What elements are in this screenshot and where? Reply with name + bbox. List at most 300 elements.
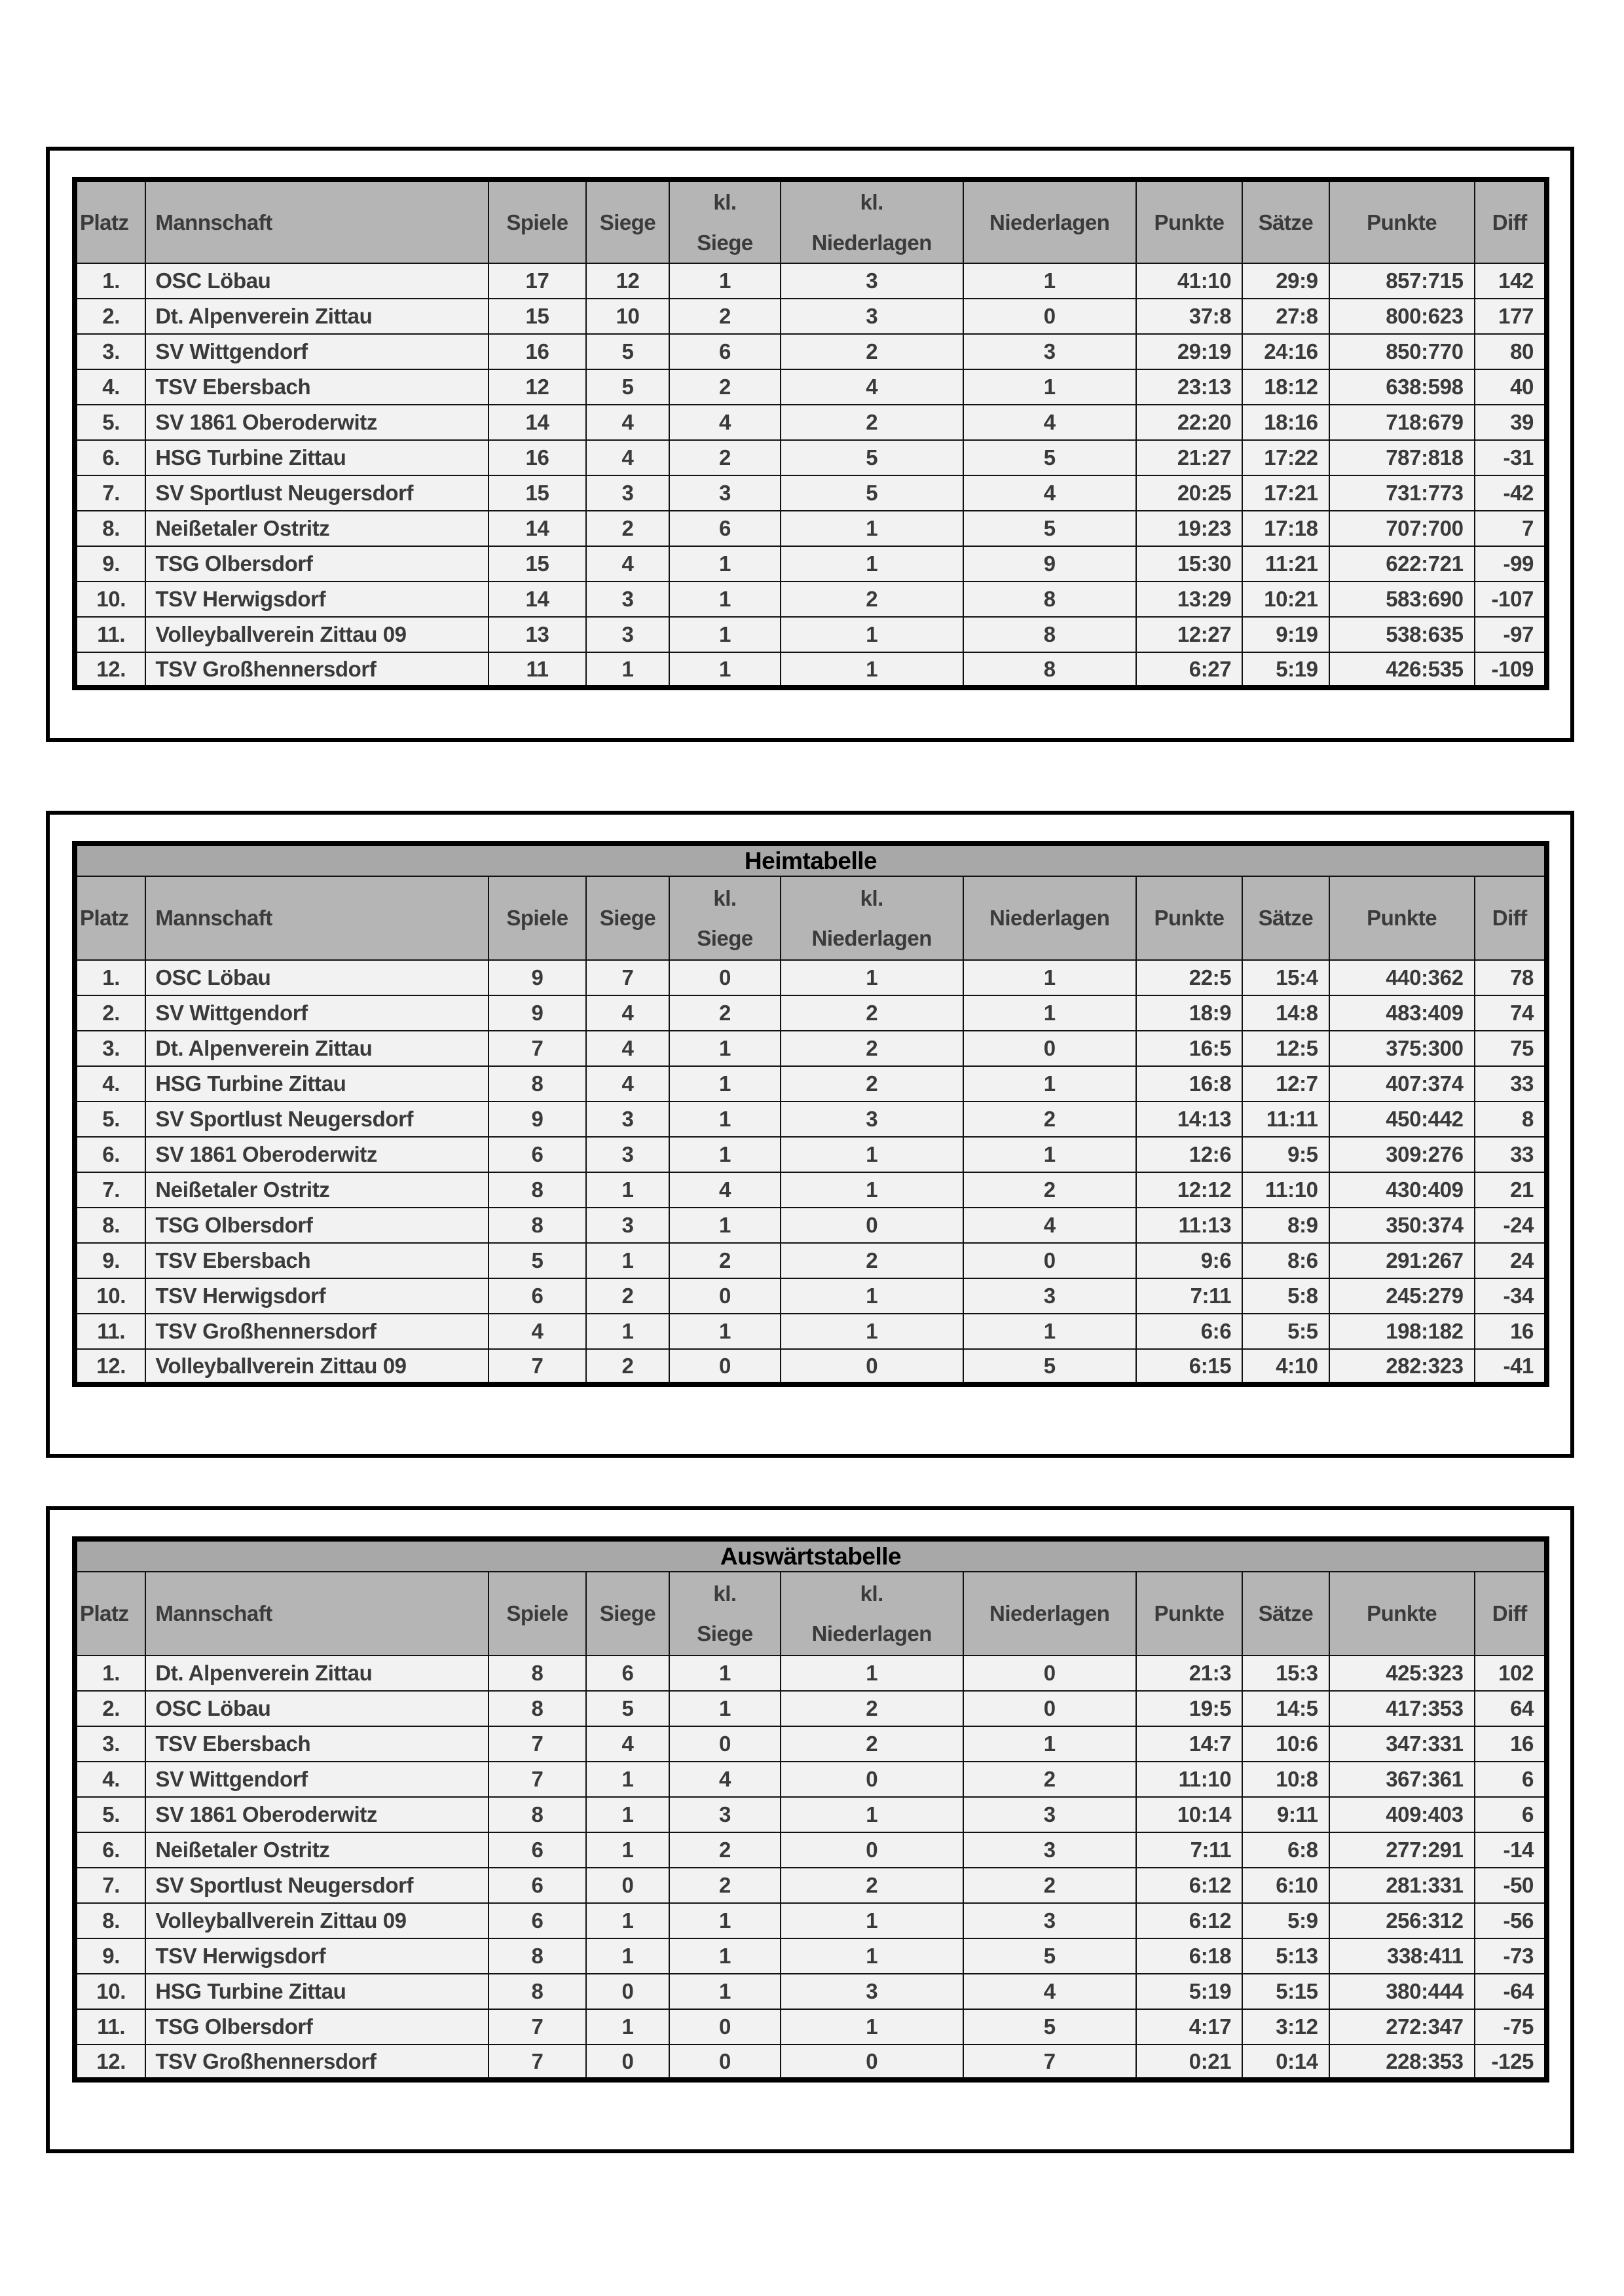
cell-niederlagen: 5 — [963, 1938, 1136, 1974]
table-row — [75, 1832, 1547, 1868]
cell-platz: 2. — [75, 995, 145, 1031]
cell-platz: 12. — [75, 652, 145, 688]
cell-mannschaft: OSC Löbau — [145, 263, 489, 299]
cell-kl_siege: 4 — [669, 1172, 781, 1208]
cell-saetze: 10:6 — [1242, 1726, 1329, 1762]
cell-kl_niederlagen: 0 — [781, 1832, 963, 1868]
column-header-label: Platz — [80, 210, 129, 234]
column-header-siege — [586, 1572, 669, 1656]
cell-punkte2: 256:312 — [1329, 1903, 1475, 1938]
cell-niederlagen: 0 — [963, 1243, 1136, 1278]
cell-spiele: 8 — [489, 1066, 586, 1102]
column-header-label: Siege — [697, 230, 753, 255]
cell-mannschaft: Volleyballverein Zittau 09 — [145, 1349, 489, 1384]
cell-diff: -73 — [1475, 1938, 1547, 1974]
cell-platz: 9. — [75, 1938, 145, 1974]
cell-kl_siege: 2 — [669, 369, 781, 405]
column-header-spiele — [489, 1572, 586, 1656]
cell-mannschaft: SV 1861 Oberoderwitz — [145, 1797, 489, 1832]
column-header-label: Punkte — [1154, 210, 1225, 234]
cell-platz: 1. — [75, 1656, 145, 1691]
cell-platz: 6. — [75, 1832, 145, 1868]
cell-punkte: 18:9 — [1136, 995, 1243, 1031]
table-row — [75, 405, 1547, 440]
column-header-saetze — [1242, 876, 1329, 960]
table-row — [75, 995, 1547, 1031]
cell-kl_siege: 2 — [669, 299, 781, 334]
cell-platz: 9. — [75, 1243, 145, 1278]
cell-punkte: 6:12 — [1136, 1903, 1243, 1938]
column-header-spiele — [489, 179, 586, 263]
cell-siege: 4 — [586, 1066, 669, 1102]
table-row — [75, 1066, 1547, 1102]
cell-niederlagen: 8 — [963, 617, 1136, 652]
cell-punkte2: 380:444 — [1329, 1974, 1475, 2009]
column-header-niederlagen — [963, 876, 1136, 960]
cell-kl_siege: 1 — [669, 652, 781, 688]
cell-punkte: 6:12 — [1136, 1868, 1243, 1903]
cell-mannschaft: TSV Ebersbach — [145, 1726, 489, 1762]
cell-punkte: 10:14 — [1136, 1797, 1243, 1832]
table-row — [75, 1726, 1547, 1762]
cell-niederlagen: 5 — [963, 2009, 1136, 2045]
home-standings-table — [72, 841, 1549, 1387]
cell-kl_siege: 1 — [669, 1208, 781, 1243]
cell-siege: 4 — [586, 995, 669, 1031]
cell-siege: 6 — [586, 1656, 669, 1691]
cell-punkte: 41:10 — [1136, 263, 1243, 299]
cell-siege: 1 — [586, 1762, 669, 1797]
cell-kl_siege: 1 — [669, 1691, 781, 1726]
table-row — [75, 1974, 1547, 2009]
cell-punkte: 21:27 — [1136, 440, 1243, 475]
cell-platz: 8. — [75, 1208, 145, 1243]
cell-kl_niederlagen: 1 — [781, 1137, 963, 1172]
table-row — [75, 1172, 1547, 1208]
cell-platz: 4. — [75, 1762, 145, 1797]
cell-siege: 3 — [586, 582, 669, 617]
cell-kl_siege: 0 — [669, 1278, 781, 1314]
cell-mannschaft: SV Sportlust Neugersdorf — [145, 1868, 489, 1903]
column-header-label: Spiele — [506, 906, 568, 930]
cell-kl_niederlagen: 1 — [781, 1938, 963, 1974]
cell-punkte: 9:6 — [1136, 1243, 1243, 1278]
cell-punkte2: 309:276 — [1329, 1137, 1475, 1172]
table-row — [75, 369, 1547, 405]
table-row — [75, 1868, 1547, 1903]
cell-diff: -75 — [1475, 2009, 1547, 2045]
cell-kl_siege: 0 — [669, 1726, 781, 1762]
cell-punkte2: 800:623 — [1329, 299, 1475, 334]
cell-saetze: 11:10 — [1242, 1172, 1329, 1208]
cell-mannschaft: SV 1861 Oberoderwitz — [145, 1137, 489, 1172]
cell-siege: 3 — [586, 475, 669, 511]
cell-kl_niederlagen: 3 — [781, 263, 963, 299]
column-header-label: Platz — [80, 906, 129, 930]
table-row — [75, 440, 1547, 475]
cell-siege: 3 — [586, 1102, 669, 1137]
cell-kl_siege: 1 — [669, 582, 781, 617]
cell-diff: 21 — [1475, 1172, 1547, 1208]
cell-spiele: 7 — [489, 1762, 586, 1797]
cell-saetze: 9:5 — [1242, 1137, 1329, 1172]
cell-siege: 4 — [586, 405, 669, 440]
column-header-label: Niederlagen — [989, 1601, 1110, 1625]
cell-mannschaft: Neißetaler Ostritz — [145, 1172, 489, 1208]
cell-spiele: 4 — [489, 1314, 586, 1349]
cell-niederlagen: 3 — [963, 1832, 1136, 1868]
cell-niederlagen: 7 — [963, 2045, 1136, 2080]
cell-punkte: 13:29 — [1136, 582, 1243, 617]
cell-spiele: 14 — [489, 405, 586, 440]
cell-siege: 0 — [586, 2045, 669, 2080]
cell-kl_niederlagen: 0 — [781, 1349, 963, 1384]
cell-spiele: 7 — [489, 1031, 586, 1066]
cell-saetze: 0:14 — [1242, 2045, 1329, 2080]
cell-punkte2: 850:770 — [1329, 334, 1475, 369]
cell-spiele: 8 — [489, 1172, 586, 1208]
cell-niederlagen: 3 — [963, 1278, 1136, 1314]
cell-kl_siege: 1 — [669, 1938, 781, 1974]
cell-kl_siege: 2 — [669, 1832, 781, 1868]
table-row — [75, 2009, 1547, 2045]
cell-diff: 64 — [1475, 1691, 1547, 1726]
cell-diff: -97 — [1475, 617, 1547, 652]
cell-niederlagen: 1 — [963, 995, 1136, 1031]
cell-siege: 2 — [586, 1278, 669, 1314]
cell-kl_siege: 4 — [669, 405, 781, 440]
column-header-platz — [75, 1572, 145, 1656]
cell-mannschaft: TSG Olbersdorf — [145, 2009, 489, 2045]
table-row — [75, 2045, 1547, 2080]
cell-saetze: 17:22 — [1242, 440, 1329, 475]
cell-punkte2: 228:353 — [1329, 2045, 1475, 2080]
table-title: Heimtabelle — [75, 843, 1547, 876]
cell-diff: 7 — [1475, 511, 1547, 546]
column-header-label: Siege — [697, 1621, 753, 1646]
cell-mannschaft: Neißetaler Ostritz — [145, 511, 489, 546]
cell-mannschaft: Dt. Alpenverein Zittau — [145, 299, 489, 334]
column-header-label: Mannschaft — [155, 210, 272, 234]
cell-punkte2: 245:279 — [1329, 1278, 1475, 1314]
cell-platz: 9. — [75, 546, 145, 582]
cell-siege: 1 — [586, 652, 669, 688]
cell-punkte2: 282:323 — [1329, 1349, 1475, 1384]
column-header-label: Punkte — [1154, 906, 1225, 930]
cell-punkte: 4:17 — [1136, 2009, 1243, 2045]
column-header-label: Siege — [599, 906, 656, 930]
cell-spiele: 17 — [489, 263, 586, 299]
cell-punkte: 23:13 — [1136, 369, 1243, 405]
cell-kl_siege: 3 — [669, 1797, 781, 1832]
cell-punkte: 5:19 — [1136, 1974, 1243, 2009]
cell-saetze: 24:16 — [1242, 334, 1329, 369]
cell-niederlagen: 0 — [963, 1656, 1136, 1691]
cell-siege: 5 — [586, 369, 669, 405]
cell-punkte: 12:12 — [1136, 1172, 1243, 1208]
table-row — [75, 1691, 1547, 1726]
column-header-label: Punkte — [1367, 906, 1437, 930]
cell-saetze: 8:9 — [1242, 1208, 1329, 1243]
table-title-row — [75, 843, 1547, 876]
cell-saetze: 17:21 — [1242, 475, 1329, 511]
column-header-diff — [1475, 179, 1547, 263]
cell-niederlagen: 3 — [963, 1903, 1136, 1938]
cell-spiele: 8 — [489, 1691, 586, 1726]
table-row — [75, 1938, 1547, 1974]
cell-saetze: 8:6 — [1242, 1243, 1329, 1278]
cell-spiele: 6 — [489, 1278, 586, 1314]
column-header-kl_niederlagen — [781, 1572, 963, 1656]
cell-diff: 33 — [1475, 1066, 1547, 1102]
cell-saetze: 5:5 — [1242, 1314, 1329, 1349]
column-header-label: kl. — [713, 190, 737, 215]
cell-mannschaft: Volleyballverein Zittau 09 — [145, 617, 489, 652]
cell-mannschaft: SV Sportlust Neugersdorf — [145, 1102, 489, 1137]
away-standings-table — [72, 1536, 1549, 2083]
cell-niederlagen: 8 — [963, 582, 1136, 617]
cell-mannschaft: TSV Ebersbach — [145, 369, 489, 405]
cell-niederlagen: 9 — [963, 546, 1136, 582]
cell-kl_siege: 4 — [669, 1762, 781, 1797]
column-header-kl_niederlagen — [781, 179, 963, 263]
cell-saetze: 5:8 — [1242, 1278, 1329, 1314]
cell-punkte: 6:27 — [1136, 652, 1243, 688]
column-header-platz — [75, 179, 145, 263]
table-row — [75, 1031, 1547, 1066]
column-header-diff — [1475, 876, 1547, 960]
cell-siege: 2 — [586, 1349, 669, 1384]
cell-diff: 39 — [1475, 405, 1547, 440]
table-title: Auswärtstabelle — [75, 1539, 1547, 1572]
cell-siege: 10 — [586, 299, 669, 334]
column-header-label: Spiele — [506, 1601, 568, 1625]
cell-diff: -109 — [1475, 652, 1547, 688]
cell-mannschaft: TSV Herwigsdorf — [145, 1278, 489, 1314]
cell-siege: 1 — [586, 1797, 669, 1832]
cell-platz: 1. — [75, 960, 145, 995]
column-header-punkte2 — [1329, 876, 1475, 960]
cell-kl_niederlagen: 1 — [781, 652, 963, 688]
cell-mannschaft: SV 1861 Oberoderwitz — [145, 405, 489, 440]
cell-niederlagen: 2 — [963, 1868, 1136, 1903]
cell-kl_niederlagen: 1 — [781, 1797, 963, 1832]
table-row — [75, 546, 1547, 582]
column-header-label: Diff — [1492, 1601, 1527, 1625]
cell-siege: 1 — [586, 2009, 669, 2045]
cell-diff: 24 — [1475, 1243, 1547, 1278]
cell-kl_siege: 0 — [669, 1349, 781, 1384]
column-header-label: Niederlagen — [811, 1621, 932, 1646]
table-row — [75, 475, 1547, 511]
column-header-label: Diff — [1492, 906, 1527, 930]
table-row — [75, 1656, 1547, 1691]
cell-kl_siege: 3 — [669, 475, 781, 511]
cell-mannschaft: TSV Großhennersdorf — [145, 1314, 489, 1349]
cell-diff: -14 — [1475, 1832, 1547, 1868]
cell-spiele: 15 — [489, 475, 586, 511]
cell-saetze: 3:12 — [1242, 2009, 1329, 2045]
cell-punkte: 14:13 — [1136, 1102, 1243, 1137]
cell-niederlagen: 4 — [963, 405, 1136, 440]
cell-spiele: 15 — [489, 299, 586, 334]
cell-diff: 75 — [1475, 1031, 1547, 1066]
cell-diff: 142 — [1475, 263, 1547, 299]
cell-punkte2: 450:442 — [1329, 1102, 1475, 1137]
cell-platz: 5. — [75, 1102, 145, 1137]
cell-punkte: 22:20 — [1136, 405, 1243, 440]
cell-kl_niederlagen: 5 — [781, 440, 963, 475]
cell-kl_niederlagen: 2 — [781, 1243, 963, 1278]
cell-punkte: 12:27 — [1136, 617, 1243, 652]
column-header-niederlagen — [963, 179, 1136, 263]
cell-saetze: 10:21 — [1242, 582, 1329, 617]
cell-platz: 10. — [75, 582, 145, 617]
cell-platz: 5. — [75, 405, 145, 440]
cell-punkte: 7:11 — [1136, 1278, 1243, 1314]
cell-punkte: 11:13 — [1136, 1208, 1243, 1243]
cell-saetze: 5:15 — [1242, 1974, 1329, 2009]
cell-platz: 11. — [75, 617, 145, 652]
cell-niederlagen: 4 — [963, 1208, 1136, 1243]
cell-saetze: 12:7 — [1242, 1066, 1329, 1102]
cell-punkte2: 638:598 — [1329, 369, 1475, 405]
cell-kl_siege: 1 — [669, 1066, 781, 1102]
cell-saetze: 10:8 — [1242, 1762, 1329, 1797]
cell-punkte: 14:7 — [1136, 1726, 1243, 1762]
cell-spiele: 8 — [489, 1938, 586, 1974]
cell-siege: 1 — [586, 1903, 669, 1938]
cell-punkte2: 622:721 — [1329, 546, 1475, 582]
cell-punkte: 29:19 — [1136, 334, 1243, 369]
cell-platz: 2. — [75, 299, 145, 334]
cell-punkte: 16:8 — [1136, 1066, 1243, 1102]
cell-kl_niederlagen: 1 — [781, 960, 963, 995]
cell-platz: 11. — [75, 2009, 145, 2045]
cell-spiele: 9 — [489, 960, 586, 995]
cell-niederlagen: 0 — [963, 1691, 1136, 1726]
cell-kl_siege: 2 — [669, 995, 781, 1031]
table-row — [75, 1208, 1547, 1243]
cell-saetze: 15:3 — [1242, 1656, 1329, 1691]
cell-mannschaft: HSG Turbine Zittau — [145, 440, 489, 475]
column-header-label: Mannschaft — [155, 906, 272, 930]
cell-spiele: 8 — [489, 1974, 586, 2009]
cell-kl_siege: 6 — [669, 334, 781, 369]
cell-mannschaft: Dt. Alpenverein Zittau — [145, 1031, 489, 1066]
cell-punkte: 7:11 — [1136, 1832, 1243, 1868]
cell-punkte: 0:21 — [1136, 2045, 1243, 2080]
cell-niederlagen: 1 — [963, 369, 1136, 405]
cell-spiele: 11 — [489, 652, 586, 688]
table-row — [75, 960, 1547, 995]
column-header-diff — [1475, 1572, 1547, 1656]
cell-kl_niederlagen: 0 — [781, 1208, 963, 1243]
cell-kl_niederlagen: 3 — [781, 1102, 963, 1137]
table-row — [75, 334, 1547, 369]
cell-kl_siege: 1 — [669, 1903, 781, 1938]
cell-platz: 7. — [75, 1868, 145, 1903]
cell-kl_niederlagen: 1 — [781, 1903, 963, 1938]
cell-platz: 8. — [75, 1903, 145, 1938]
table-title-row — [75, 1539, 1547, 1572]
column-header-siege — [586, 876, 669, 960]
cell-punkte2: 417:353 — [1329, 1691, 1475, 1726]
column-header-label: Niederlagen — [811, 230, 932, 255]
cell-punkte: 12:6 — [1136, 1137, 1243, 1172]
cell-punkte: 21:3 — [1136, 1656, 1243, 1691]
column-header-label: Diff — [1492, 210, 1527, 234]
cell-punkte2: 718:679 — [1329, 405, 1475, 440]
column-header-label: Niederlagen — [989, 210, 1110, 234]
cell-kl_niederlagen: 2 — [781, 1031, 963, 1066]
cell-platz: 8. — [75, 511, 145, 546]
cell-punkte2: 583:690 — [1329, 582, 1475, 617]
cell-punkte2: 538:635 — [1329, 617, 1475, 652]
column-header-kl_siege — [669, 1572, 781, 1656]
column-header-kl_siege — [669, 179, 781, 263]
cell-spiele: 16 — [489, 334, 586, 369]
cell-platz: 7. — [75, 475, 145, 511]
cell-diff: -31 — [1475, 440, 1547, 475]
column-header-row — [75, 876, 1547, 960]
cell-mannschaft: TSV Großhennersdorf — [145, 2045, 489, 2080]
cell-saetze: 15:4 — [1242, 960, 1329, 995]
column-header-label: kl. — [860, 885, 883, 910]
cell-kl_siege: 1 — [669, 1656, 781, 1691]
cell-mannschaft: TSV Großhennersdorf — [145, 652, 489, 688]
cell-punkte2: 277:291 — [1329, 1832, 1475, 1868]
cell-diff: 80 — [1475, 334, 1547, 369]
cell-kl_siege: 1 — [669, 1314, 781, 1349]
cell-siege: 12 — [586, 263, 669, 299]
cell-niederlagen: 5 — [963, 1349, 1136, 1384]
cell-siege: 1 — [586, 1172, 669, 1208]
column-header-label: Platz — [80, 1601, 129, 1625]
column-header-label: Siege — [599, 1601, 656, 1625]
cell-kl_niederlagen: 1 — [781, 2009, 963, 2045]
cell-mannschaft: TSG Olbersdorf — [145, 1208, 489, 1243]
column-header-mannschaft — [145, 876, 489, 960]
cell-mannschaft: OSC Löbau — [145, 960, 489, 995]
cell-siege: 7 — [586, 960, 669, 995]
cell-punkte2: 707:700 — [1329, 511, 1475, 546]
cell-diff: 40 — [1475, 369, 1547, 405]
cell-kl_siege: 1 — [669, 263, 781, 299]
cell-platz: 10. — [75, 1278, 145, 1314]
cell-kl_siege: 2 — [669, 1243, 781, 1278]
column-header-punkte2 — [1329, 179, 1475, 263]
cell-siege: 4 — [586, 546, 669, 582]
cell-siege: 4 — [586, 1031, 669, 1066]
cell-niederlagen: 1 — [963, 1314, 1136, 1349]
column-header-label: Sätze — [1258, 1601, 1314, 1625]
cell-platz: 3. — [75, 334, 145, 369]
cell-punkte: 6:15 — [1136, 1349, 1243, 1384]
cell-kl_siege: 1 — [669, 1102, 781, 1137]
cell-kl_niederlagen: 2 — [781, 1066, 963, 1102]
cell-niederlagen: 0 — [963, 1031, 1136, 1066]
cell-siege: 1 — [586, 1243, 669, 1278]
table-row — [75, 1797, 1547, 1832]
cell-diff: 33 — [1475, 1137, 1547, 1172]
cell-niederlagen: 1 — [963, 1726, 1136, 1762]
cell-punkte2: 281:331 — [1329, 1868, 1475, 1903]
cell-spiele: 9 — [489, 995, 586, 1031]
cell-spiele: 12 — [489, 369, 586, 405]
cell-siege: 1 — [586, 1314, 669, 1349]
table-row — [75, 582, 1547, 617]
